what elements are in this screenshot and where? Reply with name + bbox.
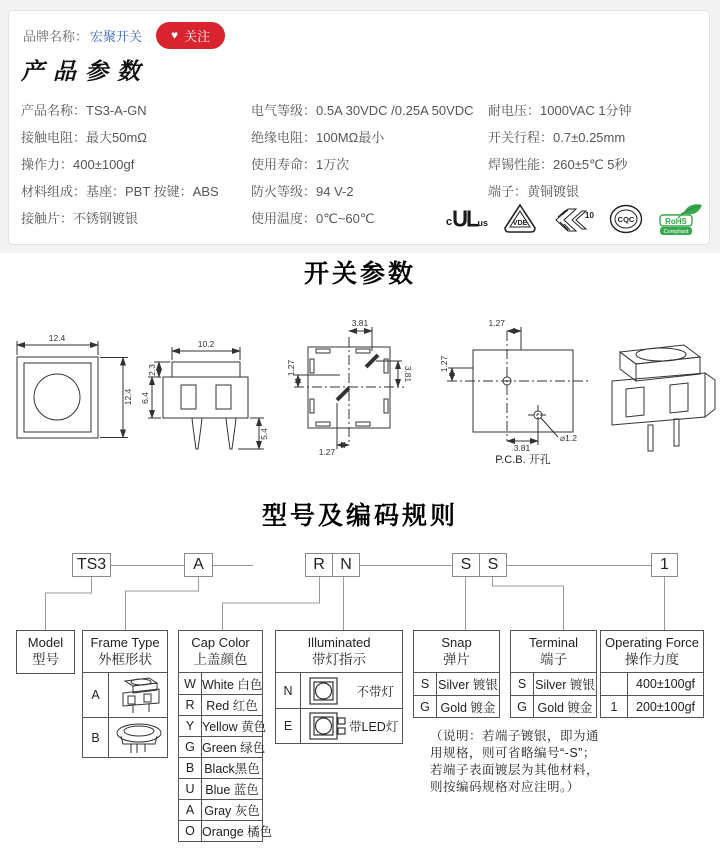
follow-button[interactable] (156, 22, 225, 49)
table-cap-color: Cap Color 上盖颜色 W White 白色 R Red 红色 Y Yellow 黄色 G Green 绿色 B Black黑色 U Blue 蓝色 A Gray 灰色 O Orange 橘色 (178, 630, 263, 842)
coding-note: （说明：若端子镀银，即为通用规格，则可省略编号“-S”；若端子表面镀层为其他材料，则按编码规格对应注明。） (430, 729, 600, 794)
vde-cert-icon (502, 203, 538, 235)
svg-text:1.27: 1.27 (286, 359, 296, 377)
table-terminal: Terminal 端子 S Silver 镀银 G Gold 镀金 (510, 630, 597, 718)
drawing-perspective-view (612, 345, 715, 451)
spec-row: 使用寿命：1万次 (251, 157, 350, 172)
svg-text:12.4: 12.4 (123, 388, 133, 406)
svg-text:Compliant: Compliant (663, 229, 689, 235)
cap-color-row: U Blue 蓝色 (179, 778, 262, 799)
drawing-pcb-view (439, 318, 588, 466)
coding-connector-lines (0, 545, 720, 635)
heart-icon: ♥ (171, 28, 179, 42)
spec-column-1 (21, 97, 219, 232)
tuv-10-cert-icon (552, 204, 594, 234)
spec-row: 使用温度：0℃~60℃ (251, 211, 375, 226)
illuminated-row-n: N 不带灯 (276, 673, 402, 708)
spec-row: 接触片：不锈钢镀银 (21, 211, 139, 226)
certification-icons (446, 199, 704, 239)
table-illuminated: Illuminated 带灯指示 N 不带灯 E 带LED灯 (275, 630, 403, 744)
coding-rules-title: 型号及编码规则 (261, 502, 458, 530)
cap-color-row: O Orange 橘色 (179, 820, 262, 841)
product-params-title: 产品参数 (21, 58, 149, 85)
spec-column-3 (488, 97, 632, 205)
svg-text:1.27: 1.27 (318, 447, 336, 457)
spec-row: 产品名称：TS3-A-GN (21, 103, 147, 118)
cap-color-row: Y Yellow 黄色 (179, 715, 262, 736)
spec-row: 绝缘电阻：100MΩ最小 (251, 130, 385, 145)
svg-text:2.3: 2.3 (147, 364, 157, 376)
spec-row: 电气等级：0.5A 30VDC /0.25A 50VDC (251, 103, 474, 118)
rohs-cert-icon (658, 202, 704, 236)
product-params-card (8, 10, 710, 245)
svg-text:5.4: 5.4 (259, 428, 269, 440)
svg-text:6.4: 6.4 (140, 392, 150, 404)
svg-text:⌀1.2: ⌀1.2 (560, 433, 577, 443)
snap-row: S Silver 镀银 (414, 673, 499, 695)
cap-color-row: A Gray 灰色 (179, 799, 262, 820)
frame-row-a: A (83, 673, 167, 717)
code-box-frame: A (184, 553, 213, 577)
table-operating-force: Operating Force 操作力度 400±100gf 1 200±100gf (600, 630, 704, 718)
svg-text:12.4: 12.4 (48, 333, 66, 343)
drawing-front-view (140, 339, 269, 449)
svg-text:10: 10 (584, 211, 594, 220)
code-box-color-illuminated: R N (305, 553, 360, 577)
svg-text:VDE: VDE (512, 220, 528, 227)
spec-row: 接触电阻：最大50mΩ (21, 130, 148, 145)
cap-color-row: G Green 绿色 (179, 736, 262, 757)
force-row: 1 200±100gf (601, 695, 703, 717)
led-button-icon (305, 710, 349, 742)
cqc-cert-icon (608, 203, 644, 235)
table-model: Model 型号 (16, 630, 75, 674)
svg-text:1.27: 1.27 (439, 355, 449, 373)
drawing-bottom-view (286, 318, 413, 457)
spec-row: 操作力：400±100gf (21, 157, 135, 172)
brand-label: 品牌名称： (23, 28, 89, 44)
brand-bar (23, 22, 225, 48)
no-lamp-button-icon (305, 675, 343, 707)
terminal-row: G Gold 镀金 (511, 695, 596, 717)
cap-color-row: W White 白色 (179, 673, 262, 694)
frame-row-b: B (83, 717, 167, 757)
svg-text:3.81: 3.81 (351, 318, 369, 328)
spec-row: 端子：黄铜镀银 (488, 184, 580, 199)
cap-color-row: B Black黑色 (179, 757, 262, 778)
spec-row: 耐电压：1000VAC 1分钟 (488, 103, 632, 118)
svg-text:10.2: 10.2 (197, 339, 215, 349)
switch-params-title: 开关参数 (303, 260, 416, 288)
snap-row: G Gold 镀金 (414, 695, 499, 717)
table-snap: Snap 弹片 S Silver 镀银 G Gold 镀金 (413, 630, 500, 718)
svg-text:CQC: CQC (617, 215, 635, 224)
force-row: 400±100gf (601, 673, 703, 695)
svg-text:1.27: 1.27 (488, 318, 505, 328)
svg-text:3.81: 3.81 (513, 443, 531, 453)
spec-row: 材料组成：基座：PBT 按键：ABS (21, 184, 219, 199)
code-box-force: 1 (651, 553, 678, 577)
drawing-top-view (17, 333, 133, 438)
code-box-snap-terminal: S S (452, 553, 507, 577)
follow-label: 关注 (184, 28, 211, 44)
terminal-row: S Silver 镀银 (511, 673, 596, 695)
spec-column-2 (251, 97, 474, 232)
table-frame-type: Frame Type 外框形状 A B (82, 630, 168, 758)
spec-row: 开关行程：0.7±0.25mm (488, 130, 626, 145)
frame-a-switch-icon (111, 675, 165, 715)
switch-dimension-drawings (0, 297, 720, 485)
spec-row: 焊锡性能：260±5℃ 5秒 (488, 157, 628, 172)
frame-b-switch-icon (111, 720, 165, 756)
cap-color-row: R Red 红色 (179, 694, 262, 715)
svg-text:3.81: 3.81 (403, 365, 413, 383)
ul-cert-icon: c UL us (446, 205, 488, 232)
svg-text:P.C.B. 开孔: P.C.B. 开孔 (495, 454, 551, 466)
spec-row: 防火等级：94 V-2 (251, 184, 354, 199)
code-box-series: TS3 (72, 553, 111, 577)
illuminated-row-e: E 带LED灯 (276, 708, 402, 743)
brand-name-link[interactable]: 宏聚开关 (90, 28, 143, 44)
svg-text:RoHS: RoHS (665, 217, 687, 226)
